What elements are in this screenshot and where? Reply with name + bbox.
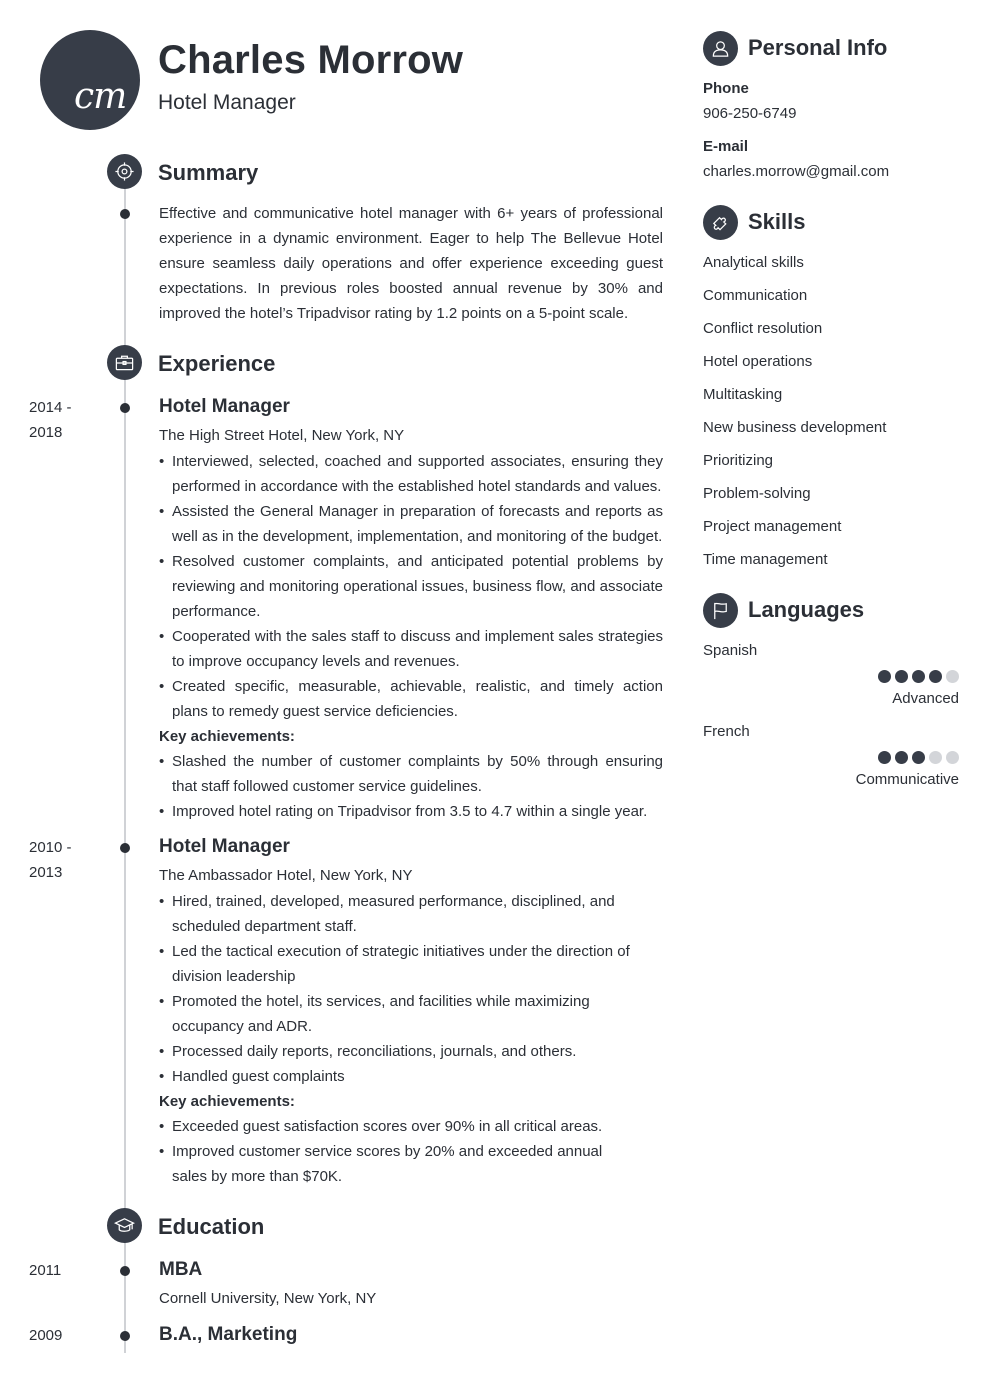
education-degree: B.A., Marketing bbox=[159, 1324, 298, 1345]
job-bullet-list bbox=[159, 449, 663, 724]
language-name: Spanish bbox=[703, 642, 758, 659]
key-achievements-label: Key achievements: bbox=[159, 728, 295, 745]
languages-heading: Languages bbox=[748, 597, 865, 622]
level-dot-filled bbox=[878, 751, 891, 764]
list-item: • Resolved customer complaints, and anticipated potential problems by reviewing and monitoring operational issues, business flow, and associate performance. bbox=[159, 549, 663, 624]
job-date bbox=[29, 835, 99, 885]
level-dot-filled bbox=[895, 751, 908, 764]
skill-item: Multitasking bbox=[703, 386, 783, 403]
job-role: Hotel Manager bbox=[159, 836, 290, 857]
list-item: • Promoted the hotel, its services, and facilities while maximizing occupancy and ADR. bbox=[159, 989, 639, 1039]
experience-heading: Experience bbox=[158, 351, 276, 376]
achievement-list bbox=[159, 749, 663, 824]
list-item: • Assisted the General Manager in preparation of forecasts and reports as well as in the development, implementation, and monitoring of the budget. bbox=[159, 499, 663, 549]
skill-item: Communication bbox=[703, 287, 808, 304]
level-dot-empty bbox=[929, 751, 942, 764]
job-date-end: 2018 bbox=[29, 424, 63, 441]
graduation-cap-icon bbox=[107, 1208, 142, 1243]
timeline-dot bbox=[120, 843, 130, 853]
skill-item: Time management bbox=[703, 551, 828, 568]
monogram-avatar bbox=[40, 30, 140, 130]
job-date-start: 2010 - bbox=[29, 839, 72, 856]
list-item: • Improved hotel rating on Tripadvisor from 3.5 to 4.7 within a single year. bbox=[159, 799, 663, 824]
level-dot-filled bbox=[912, 670, 925, 683]
candidate-name: Charles Morrow bbox=[158, 38, 464, 82]
language-name: French bbox=[703, 723, 750, 740]
level-dot-filled bbox=[895, 670, 908, 683]
skill-item: New business development bbox=[703, 419, 887, 436]
level-dot-filled bbox=[912, 751, 925, 764]
education-date: 2011 bbox=[29, 1262, 62, 1279]
level-dot-empty bbox=[946, 751, 959, 764]
job-bullet-list bbox=[159, 889, 639, 1089]
job-organization: The Ambassador Hotel, New York, NY bbox=[159, 867, 413, 884]
list-item: • Processed daily reports, reconciliations, journals, and others. bbox=[159, 1039, 639, 1064]
job-details bbox=[159, 889, 639, 1189]
summary-text: Effective and communicative hotel manager with 6+ years of professional experience in a dynamic environment. Eager to help The Bellevue Hotel ensure seamless daily operations and offer experience exceeding guest expectations. In previous roles boosted annual revenue by 30% and improved the hotel’s Tripadvisor rating by 1.2 points on a 5-point scale. bbox=[159, 205, 663, 322]
briefcase-icon bbox=[107, 345, 142, 380]
timeline-dot bbox=[120, 1266, 130, 1276]
education-heading: Education bbox=[158, 1214, 265, 1239]
skill-item: Project management bbox=[703, 518, 842, 535]
skills-heading: Skills bbox=[748, 209, 806, 234]
job-organization: The High Street Hotel, New York, NY bbox=[159, 427, 405, 444]
job-date-end: 2013 bbox=[29, 864, 63, 881]
skill-item: Prioritizing bbox=[703, 452, 774, 469]
flag-icon bbox=[703, 593, 738, 628]
list-item: • Slashed the number of customer complaints by 50% through ensuring that staff followed customer service guidelines. bbox=[159, 749, 663, 799]
phone-label: Phone bbox=[703, 80, 749, 97]
list-item: • Exceeded guest satisfaction scores over 90% in all critical areas. bbox=[159, 1114, 639, 1139]
key-achievements-label: Key achievements: bbox=[159, 1093, 295, 1110]
email-label: E-mail bbox=[703, 138, 749, 155]
job-details bbox=[159, 449, 663, 824]
list-item: • Interviewed, selected, coached and supported associates, ensuring they performed in accordance with the established hotel standards and values. bbox=[159, 449, 663, 499]
personal-info-heading: Personal Info bbox=[748, 35, 888, 60]
job-date-start: 2014 - bbox=[29, 399, 72, 416]
phone-value[interactable]: 906-250-6749 bbox=[703, 105, 797, 122]
list-item: • Led the tactical execution of strategic initiatives under the direction of division leadership bbox=[159, 939, 639, 989]
language-level-dots bbox=[878, 670, 959, 683]
target-icon bbox=[107, 154, 142, 189]
level-dot-filled bbox=[878, 670, 891, 683]
skill-item: Problem-solving bbox=[703, 485, 811, 502]
list-item: • Handled guest complaints bbox=[159, 1064, 639, 1089]
skill-item: Conflict resolution bbox=[703, 320, 823, 337]
skill-item: Hotel operations bbox=[703, 353, 813, 370]
timeline-dot bbox=[120, 209, 130, 219]
level-dot-filled bbox=[929, 670, 942, 683]
language-level-label: Communicative bbox=[855, 771, 959, 788]
language-level-label: Advanced bbox=[892, 690, 959, 707]
education-degree: MBA bbox=[159, 1259, 203, 1280]
timeline-dot bbox=[120, 1331, 130, 1341]
monogram-text: cm bbox=[74, 76, 127, 117]
list-item: • Created specific, measurable, achievable, realistic, and timely action plans to remedy guest service deficiencies. bbox=[159, 674, 663, 724]
language-level-dots bbox=[878, 751, 959, 764]
education-date: 2009 bbox=[29, 1327, 63, 1344]
puzzle-piece-icon bbox=[703, 205, 738, 240]
summary-heading: Summary bbox=[158, 160, 259, 185]
achievement-list bbox=[159, 1114, 639, 1189]
level-dot-empty bbox=[946, 670, 959, 683]
email-value[interactable]: charles.morrow@gmail.com bbox=[703, 163, 890, 180]
candidate-title: Hotel Manager bbox=[158, 91, 296, 114]
job-date bbox=[29, 395, 99, 445]
skill-item: Analytical skills bbox=[703, 254, 804, 271]
timeline-dot bbox=[120, 403, 130, 413]
list-item: • Improved customer service scores by 20% and exceeded annual sales by more than $70K. bbox=[159, 1139, 639, 1189]
list-item: • Cooperated with the sales staff to discuss and implement sales strategies to improve occupancy levels and revenues. bbox=[159, 624, 663, 674]
list-item: • Hired, trained, developed, measured performance, disciplined, and scheduled department staff. bbox=[159, 889, 639, 939]
user-icon bbox=[703, 31, 738, 66]
education-school: Cornell University, New York, NY bbox=[159, 1290, 377, 1307]
job-role: Hotel Manager bbox=[159, 396, 290, 417]
